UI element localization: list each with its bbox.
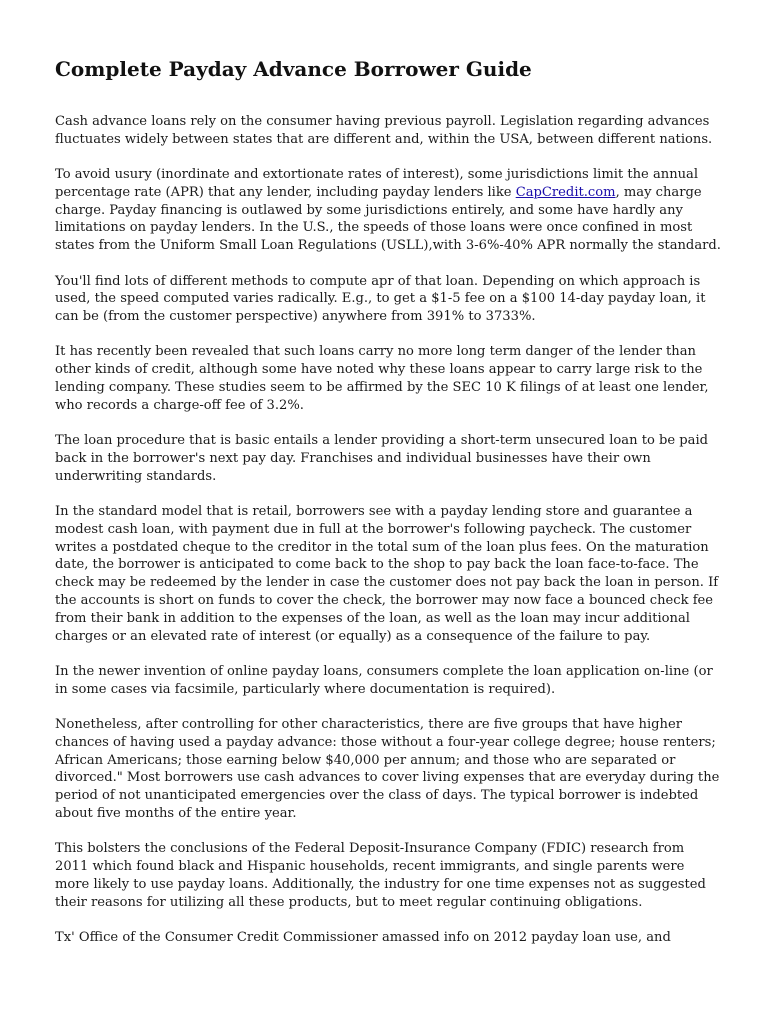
paragraph-6: In the standard model that is retail, borrowers see with a payday lending store and guarantee a modest cash loan, with payment due in full at the borrower's following paycheck. The customer writes a postdated cheque to the creditor in the total sum of the loan plus fees. On the maturation date, the borrower is anticipated to come back to the shop to pay back the loan face-to-face. The check may be redeemed by the lender in case the customer does not pay back the loan in person. If the accounts is short on funds to cover the check, the borrower may now face a bounced check fee from their bank in addition to the expenses of the loan, as well as the loan may incur additional charges or an elevated rate of interest (or equally) as a consequence of the failure to pay. — [55, 504, 719, 644]
paragraph-4: It has recently been revealed that such loans carry no more long term danger of the lender than other kinds of credit, although some have noted why these loans appear to carry large risk to the lending company. These studies seem to be affirmed by the SEC 10 K filings of at least one lender, who records a charge-off fee of 3.2%. — [55, 344, 709, 413]
paragraph-9: This bolsters the conclusions of the Federal Deposit-Insurance Company (FDIC) research from 2011 which found black and Hispanic households, recent immigrants, and single parents were more likely to use payday loans. Additionally, the industry for one time expenses not as suggested their reasons for utilizing all these products, but to meet regular continuing obligations. — [55, 841, 706, 910]
paragraph-2-text-before: To avoid usury (inordinate and extortionate rates of interest), some jurisdictions limit the annual percentage rate (APR) that any lender, including payday lenders like — [55, 167, 699, 200]
paragraph-3: You'll find lots of different methods to compute apr of that loan. Depending on which approach is used, the speed computed varies radically. E.g., to get a $1-5 fee on a $100 14-day payday loan, it can be (from the customer perspective) anywhere from 391% to 3733%. — [55, 273, 706, 325]
paragraph-2 — [55, 166, 721, 255]
paragraph-8: Nonetheless, after controlling for other characteristics, there are five groups that have higher chances of having used a payday advance: those without a four-year college degree; house renters; African Americans; those earning below $40,000 per annum; and those who are separated or divorced." Most borrowers use cash advances to cover living expenses that are everyday during the period of not unanticipated emergencies over the class of days. The typical borrower is indebted about five months of the entire year. — [55, 717, 720, 821]
page-title: Complete Payday Advance Borrower Guide — [55, 57, 532, 81]
paragraph-2-text-after: , may charge charge. Payday financing is outlawed by some jurisdictions entirely, and some have hardly any limitations on payday lenders. In the U.S., the speeds of those loans were once confined in most states from the Uniform Small Loan Regulations (USLL),with 3-6%-40% APR normally the standard. — [55, 184, 721, 254]
document-page — [55, 56, 721, 964]
paragraph-10: Tx' Office of the Consumer Credit Commissioner amassed info on 2012 payday loan use, and — [55, 929, 671, 945]
capcredit-link[interactable]: CapCredit.com — [515, 184, 616, 200]
paragraph-1: Cash advance loans rely on the consumer having previous payroll. Legislation regarding advances fluctuates widely between states that are different and, within the USA, between different nations. — [55, 114, 713, 147]
paragraph-5: The loan procedure that is basic entails a lender providing a short-term unsecured loan to be paid back in the borrower's next pay day. Franchises and individual businesses have their own underwriting standards. — [55, 433, 709, 484]
paragraph-7: In the newer invention of online payday loans, consumers complete the loan application on-line (or in some cases via facsimile, particularly where documentation is required). — [55, 663, 713, 697]
